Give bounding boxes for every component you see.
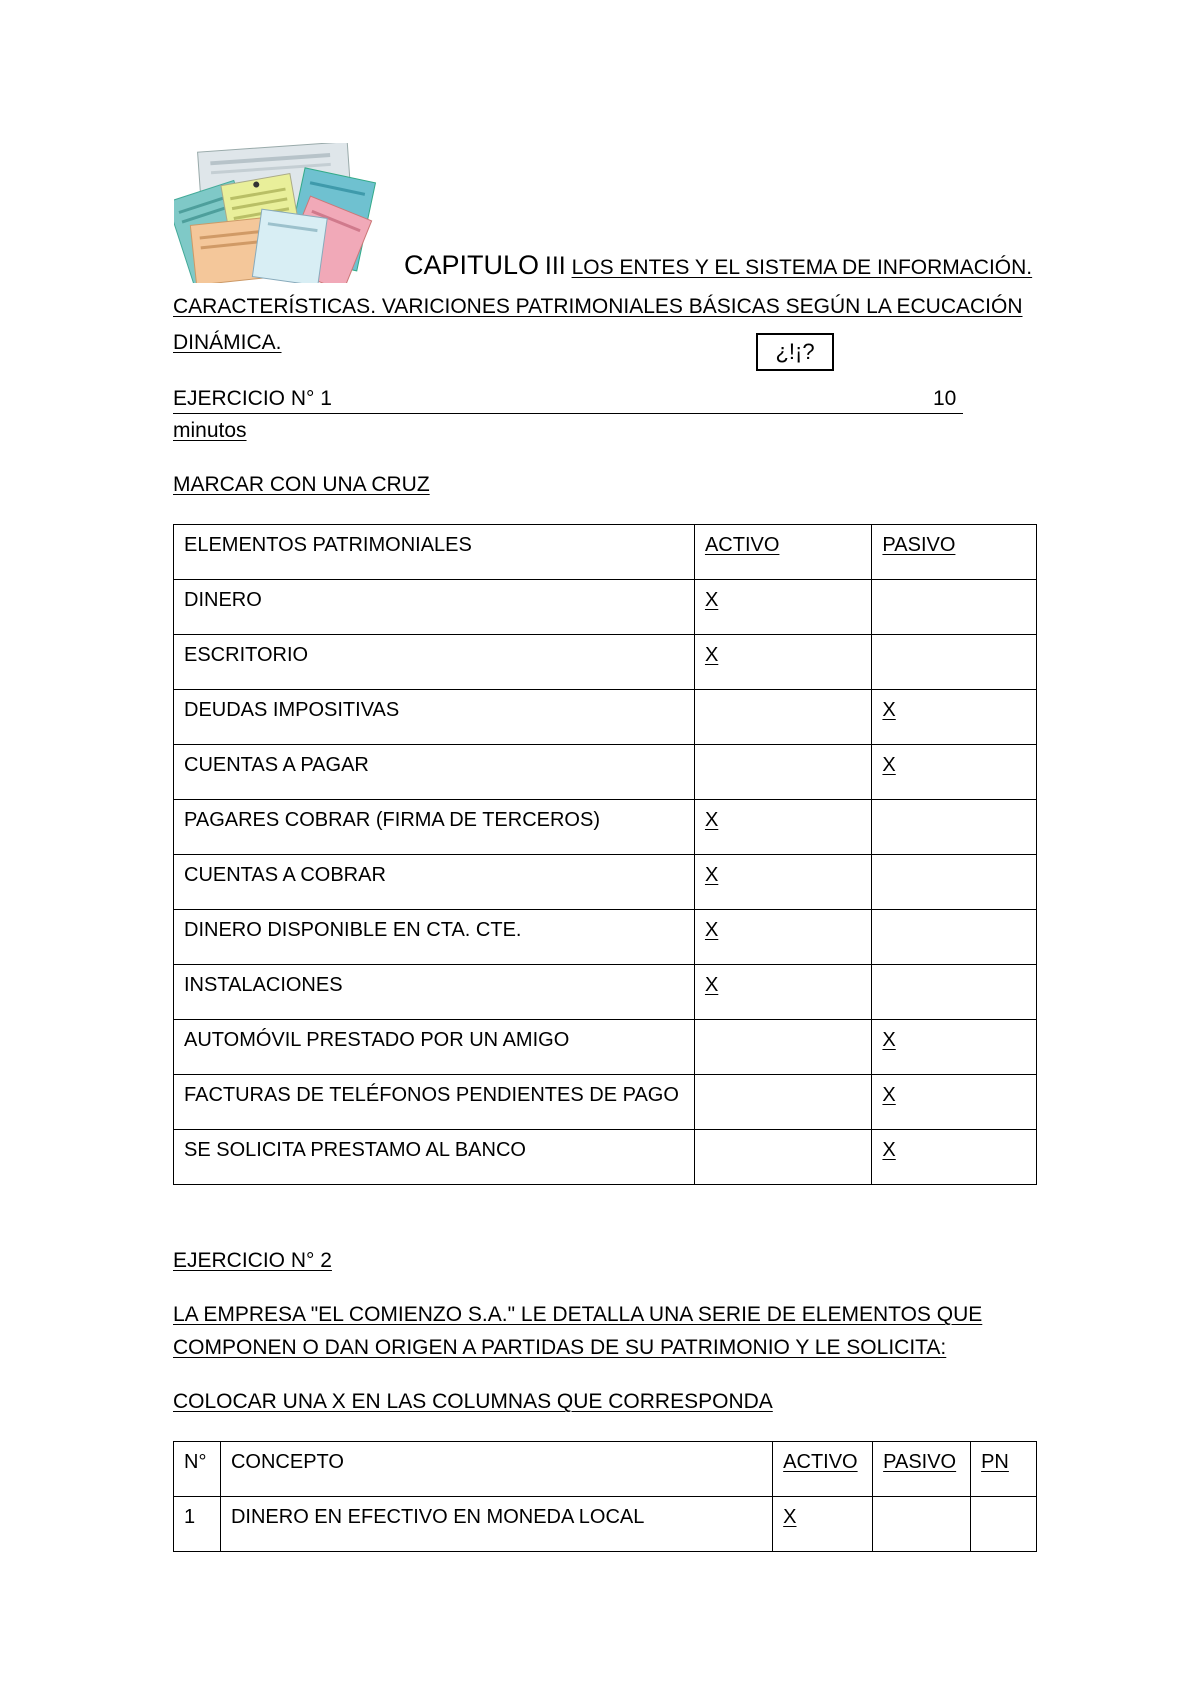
activo-mark <box>694 1130 871 1185</box>
pasivo-mark: X <box>872 1075 1037 1130</box>
pasivo-mark <box>872 635 1037 690</box>
activo-mark: X <box>694 855 871 910</box>
exercise1-heading: EJERCICIO N° 1 <box>173 387 332 410</box>
header-concepto: CONCEPTO <box>220 1442 772 1497</box>
activo-mark <box>694 1075 871 1130</box>
activo-mark: X <box>694 800 871 855</box>
activo-mark: X <box>694 910 871 965</box>
table-row <box>174 635 1037 690</box>
table-row <box>174 965 1037 1020</box>
pasivo-mark <box>872 580 1037 635</box>
table-row <box>174 745 1037 800</box>
exercise2-intro-line2: COMPONEN O DAN ORIGEN A PARTIDAS DE SU PATRIMONIO Y LE SOLICITA: <box>173 1336 947 1359</box>
row-item: CUENTAS A COBRAR <box>174 855 695 910</box>
row-item: CUENTAS A PAGAR <box>174 745 695 800</box>
table-row <box>174 1075 1037 1130</box>
pasivo-mark <box>873 1497 971 1552</box>
activo-mark: X <box>694 965 871 1020</box>
row-item: PAGARES COBRAR (FIRMA DE TERCEROS) <box>174 800 695 855</box>
exercise2-heading: EJERCICIO N° 2 <box>173 1249 332 1272</box>
header-pasivo: PASIVO <box>873 1442 971 1497</box>
exercise1-time-unit: minutos <box>173 419 247 442</box>
activo-mark: X <box>694 580 871 635</box>
header-num: N° <box>174 1442 221 1497</box>
activo-mark <box>694 745 871 800</box>
row-item: DEUDAS IMPOSITIVAS <box>174 690 695 745</box>
row-item: DINERO DISPONIBLE EN CTA. CTE. <box>174 910 695 965</box>
pasivo-mark: X <box>872 1130 1037 1185</box>
pasivo-mark: X <box>872 690 1037 745</box>
exercise2-instruction: COLOCAR UNA X EN LAS COLUMNAS QUE CORRESPONDA <box>173 1390 773 1413</box>
chapter-number: III <box>544 252 566 280</box>
pasivo-mark: X <box>872 745 1037 800</box>
exercise1-time: 10 <box>933 387 957 410</box>
chapter-heading <box>404 252 1032 281</box>
activo-mark: X <box>694 635 871 690</box>
chapter-title-line2: CARACTERÍSTICAS. VARICIONES PATRIMONIALES BÁSICAS SEGÚN LA ECUCACIÓN <box>173 295 1023 318</box>
row-item: DINERO <box>174 580 695 635</box>
exercise1-heading-line <box>173 386 963 414</box>
pasivo-mark <box>872 800 1037 855</box>
row-item: FACTURAS DE TELÉFONOS PENDIENTES DE PAGO <box>174 1075 695 1130</box>
table-row <box>174 690 1037 745</box>
pasivo-mark <box>872 855 1037 910</box>
table-row <box>174 1130 1037 1185</box>
activo-mark <box>694 690 871 745</box>
pasivo-mark <box>872 965 1037 1020</box>
pn-mark <box>971 1497 1037 1552</box>
exercise2-table <box>173 1441 1037 1552</box>
row-item: SE SOLICITA PRESTAMO AL BANCO <box>174 1130 695 1185</box>
table-row <box>174 1497 1037 1552</box>
table-header-row <box>174 1442 1037 1497</box>
chapter-word: CAPITULO <box>404 250 540 280</box>
exercise2-intro-line1: LA EMPRESA "EL COMIENZO S.A." LE DETALLA UNA SERIE DE ELEMENTOS QUE <box>173 1303 983 1326</box>
exercise1-table <box>173 524 1037 1185</box>
pasivo-mark: X <box>872 1020 1037 1075</box>
pasivo-mark <box>872 910 1037 965</box>
table-header-row <box>174 525 1037 580</box>
row-num: 1 <box>174 1497 221 1552</box>
table-row <box>174 1020 1037 1075</box>
header-activo: ACTIVO <box>773 1442 873 1497</box>
chapter-title-line3: DINÁMICA. <box>173 331 282 354</box>
header-activo: ACTIVO <box>694 525 871 580</box>
chapter-title-line1: LOS ENTES Y EL SISTEMA DE INFORMACIÓN. <box>571 256 1033 279</box>
forms-illustration <box>174 143 380 283</box>
row-item: AUTOMÓVIL PRESTADO POR UN AMIGO <box>174 1020 695 1075</box>
table-row <box>174 800 1037 855</box>
header-elementos: ELEMENTOS PATRIMONIALES <box>174 525 695 580</box>
table-row <box>174 910 1037 965</box>
question-box: ¿!¡? <box>756 333 834 371</box>
header-pn: PN <box>971 1442 1037 1497</box>
activo-mark: X <box>773 1497 873 1552</box>
row-concept: DINERO EN EFECTIVO EN MONEDA LOCAL <box>220 1497 772 1552</box>
exercise1-instruction: MARCAR CON UNA CRUZ <box>173 473 430 496</box>
row-item: ESCRITORIO <box>174 635 695 690</box>
table-row <box>174 855 1037 910</box>
activo-mark <box>694 1020 871 1075</box>
row-item: INSTALACIONES <box>174 965 695 1020</box>
table-row <box>174 580 1037 635</box>
header-pasivo: PASIVO <box>872 525 1037 580</box>
